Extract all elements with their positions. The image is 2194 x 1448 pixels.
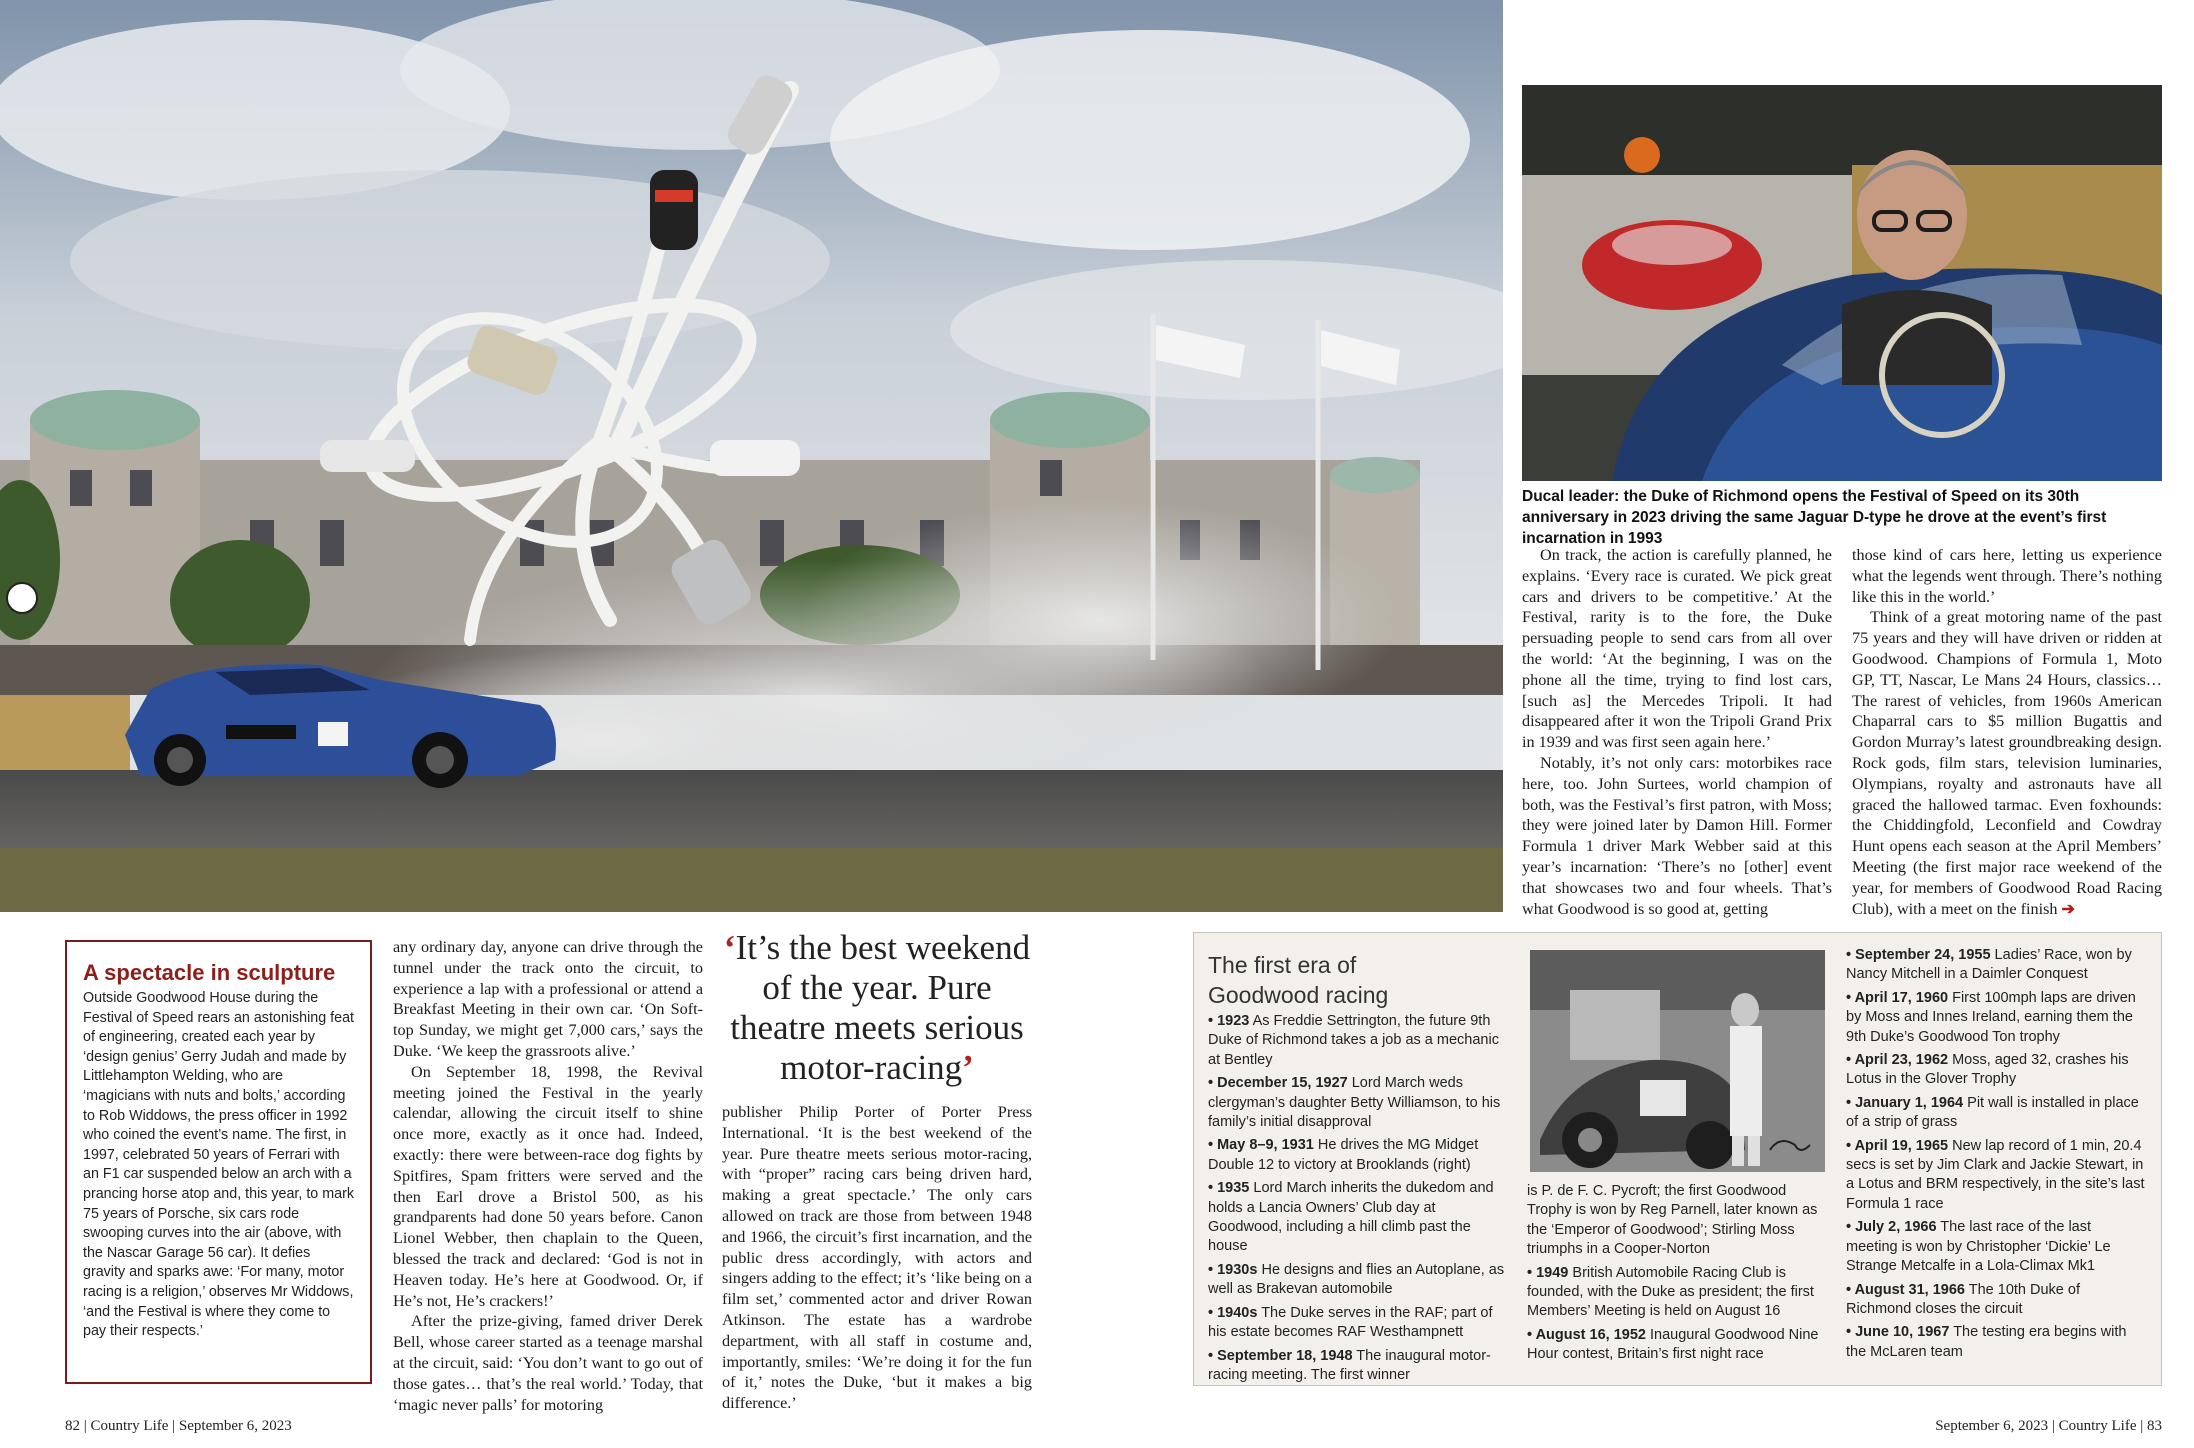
- timeline-entry: • January 1, 1964 Pit wall is installed in place of a strip of grass: [1846, 1094, 2139, 1131]
- article-column-right-2: [1852, 545, 2162, 919]
- folio-right: September 6, 2023 | Country Life | 83: [1935, 1418, 2162, 1434]
- timeline-column-1: [1208, 1012, 1508, 1389]
- timeline-entry: • 1923 As Freddie Settrington, the future 9th Duke of Richmond takes a job as a mechanic at Bentley: [1208, 1013, 1499, 1068]
- timeline-entry: • 1949 British Automobile Racing Club is founded, with the Duke as president; the first Members’ Meeting is held on August 16: [1527, 1264, 1814, 1320]
- article-column-middle-1: [393, 937, 703, 1415]
- timeline-entry: • September 18, 1948 The inaugural motor-racing meeting. The first winner: [1208, 1347, 1491, 1383]
- timeline-entry: • 1930s He designs and flies an Autoplane, as well as Brakevan automobile: [1208, 1261, 1505, 1298]
- timeline-entry: • September 24, 1955 Ladies’ Race, won by Nancy Mitchell in a Daimler Conquest: [1846, 947, 2132, 983]
- paragraph: those kind of cars here, letting us experience what the legends went through. There’s nothing like this in the world.’: [1852, 546, 2162, 606]
- timeline-entry: • June 10, 1967 The testing era begins with the McLaren team: [1846, 1324, 2127, 1360]
- timeline-entry: • April 19, 1965 New lap record of 1 min, 20.4 secs is set by Jim Clark and Jackie Stewart, in a Lotus and BRM respectively, in the site’s last Formula 1 race: [1846, 1137, 2145, 1212]
- timeline-entry: • April 17, 1960 First 100mph laps are driven by Moss and Innes Ireland, earning them the 9th Duke’s Goodwood Ton trophy: [1846, 989, 2136, 1045]
- timeline-column-2: [1527, 1182, 1829, 1369]
- paragraph: [1852, 607, 2162, 919]
- timeline-entry: • August 31, 1966 The 10th Duke of Richmond closes the circuit: [1846, 1281, 2080, 1317]
- photo-caption: Ducal leader: the Duke of Richmond opens the Festival of Speed on its 30th anniversary in 2023 driving the same Jaguar D-type he drove at the event’s first incarnation in 1993: [1522, 488, 2107, 547]
- timeline-column-3: [1846, 946, 2146, 1366]
- paragraph: Notably, it’s not only cars: motorbikes race here, too. John Surtees, world champion of both, was the Festival’s first patron, with Moss; they were joined later by Damon Hill. Former Formula 1 driver Mark Webber said at this year’s incarnation: ‘There’s no [other] event that showcases two and four wheels. That’s what Goodwood is so good at, getting: [1522, 753, 1832, 918]
- timeline-entry: • August 16, 1952 Inaugural Goodwood Nine Hour contest, Britain’s first night race: [1527, 1326, 1819, 1363]
- continue-arrow-icon: ➔: [2061, 899, 2076, 918]
- timeline-entry: • 1940s The Duke serves in the RAF; part of his estate becomes RAF Westhampnett: [1208, 1304, 1493, 1341]
- paragraph: On track, the action is carefully planned, he explains. ‘Every race is curated. We pick great cars and drivers to be competitive.’ At the Festival, rarity is to the fore, the Duke persuading people to send cars from all over the world: ‘At the beginning, I was on the phone all the time, trying to find lost cars, [such as] the Mercedes Tripoli. It had disappeared after it won the Tripoli Grand Prix in 1939 and was first seen again here.’: [1522, 546, 1832, 752]
- timeline-entry: • May 8–9, 1931 He drives the MG Midget Double 12 to victory at Brooklands (right): [1208, 1137, 1479, 1173]
- close-quote-mark: ’: [962, 1048, 974, 1087]
- timeline-entry: • April 23, 1962 Moss, aged 32, crashes his Lotus in the Glover Trophy: [1846, 1052, 2129, 1088]
- sculpture-sidebar: [65, 940, 372, 1384]
- timeline-entry: • July 2, 1966 The last race of the last meeting is won by Christopher ‘Dickie’ Le Strange Metcalfe in a Lola-Climax Mk1: [1846, 1219, 2111, 1275]
- paragraph: On September 18, 1998, the Revival meeting joined the Festival in the yearly calendar, allowing the circuit itself to shine once more, exactly as it once had. Indeed, exactly: there were between-race dog fights by Spitfires, Spam fritters were served and the then Earl drove a Bristol 500, as his grandparents had done 50 years before. Canon Lionel Webber, then chaplain to the Queen, blessed the track and declared: ‘God is not in Heaven today. He’s here at Goodwood. Or, if He’s not, He’s crackers!’: [393, 1062, 703, 1310]
- article-column-middle-2: [722, 1102, 1032, 1414]
- sidebar-body: Outside Goodwood House during the Festival of Speed rears an astonishing feat of engineering, created each year by ‘design genius’ Gerry Judah and made by Littlehampton Welding, who are ‘magicians with nuts and bolts,’ according to Rob Widdows, the press officer in 1992 who coined the event’s name. The first, in 1997, celebrated 50 years of Ferrari with an F1 car suspended below an arch with a prancing horse atop and, this year, to mark 75 years of Porsche, six cars rode swooping curves into the air (above, with the Nascar Garage 56 car). It defies gravity and sparks awe: ‘For many, motor racing is a religion,’ observes Mr Widdows, ‘and the Festival is where they come to pay their respects.’: [83, 990, 355, 1340]
- article-column-right-1: [1522, 545, 1832, 919]
- timeline-entry: • December 15, 1927 Lord March weds clergyman’s daughter Betty Williamson, to his family’s initial disapproval: [1208, 1075, 1501, 1131]
- open-quote-mark: ‘: [723, 928, 736, 967]
- paragraph: After the prize-giving, famed driver Derek Bell, whose career started as a teenage marshal at the circuit, said: ‘You don’t want to go out of those gates… that’s the real world.’ Today, that ‘magic never palls’ for motoring: [393, 1312, 703, 1414]
- pull-quote: [722, 928, 1032, 1088]
- duke-in-jaguar-photo: [1522, 85, 2162, 481]
- sidebar-title: A spectacle in sculpture: [83, 960, 336, 985]
- folio-left: 82 | Country Life | September 6, 2023: [65, 1418, 292, 1434]
- timeline-entry: • 1935 Lord March inherits the dukedom and holds a Lancia Owners’ Club day at Goodwood, including a hill climb past the house: [1208, 1180, 1494, 1255]
- timeline-title: The first era of Goodwood racing: [1208, 952, 1389, 1008]
- paragraph-text: Think of a great motoring name of the past 75 years and they will have driven or ridden at Goodwood. Champions of Formula 1, Moto GP, TT, Nascar, Le Mans 24 Hours, classics… The rarest of vehicles, from 1960s American Chaparral cars to $5 million Bugattis and Gordon Murray’s latest groundbreaking design. Rock gods, film stars, television luminaries, Olympians, royalty and astronauts have all graced the hallowed tarmac. Even foxhounds: the Chiddingfold, Leconfield and Cowdray Hunt opens each season at the April Members’ Meeting (the first major race weekend of the year, for members of Goodwood Road Racing Club), with a meet on the finish: [1852, 608, 2162, 918]
- paragraph: any ordinary day, anyone can drive through the tunnel under the track onto the circuit, to experience a lap with a professional or attend a Breakfast Meeting in their own car. ‘On Soft-top Sunday, we might get 7,000 cars,’ says the Duke. ‘We keep the grassroots alive.’: [393, 938, 703, 1060]
- timeline-entry: is P. de F. C. Pycroft; the first Goodwood Trophy is won by Reg Parnell, later known as the ‘Emperor of Goodwood’; Stirling Moss triumphs in a Cooper-Norton: [1527, 1183, 1818, 1258]
- pull-quote-text: It’s the best weekend of the year. Pure theatre meets serious motor-racing: [730, 928, 1031, 1087]
- brooklands-historic-photo: [1530, 950, 1825, 1172]
- paragraph: publisher Philip Porter of Porter Press International. ‘It is the best weekend of the year. Pure theatre meets serious motor-racing, with “proper” racing cars being driven hard, making a great spectacle.’ The only cars allowed on track are those from between 1948 and 1966, the circuit’s first incarnation, and the public dress accordingly, with actors and singers adding to the effect; it’s ‘like being on a film set,’ commented actor and driver Rowan Atkinson. The estate has a wardrobe department, with all staff in costume and, importantly, smiles: ‘We’re doing it for the fun of it,’ notes the Duke, ‘but it makes a big difference.’: [722, 1103, 1032, 1413]
- festival-sculpture-photo: [0, 0, 1503, 912]
